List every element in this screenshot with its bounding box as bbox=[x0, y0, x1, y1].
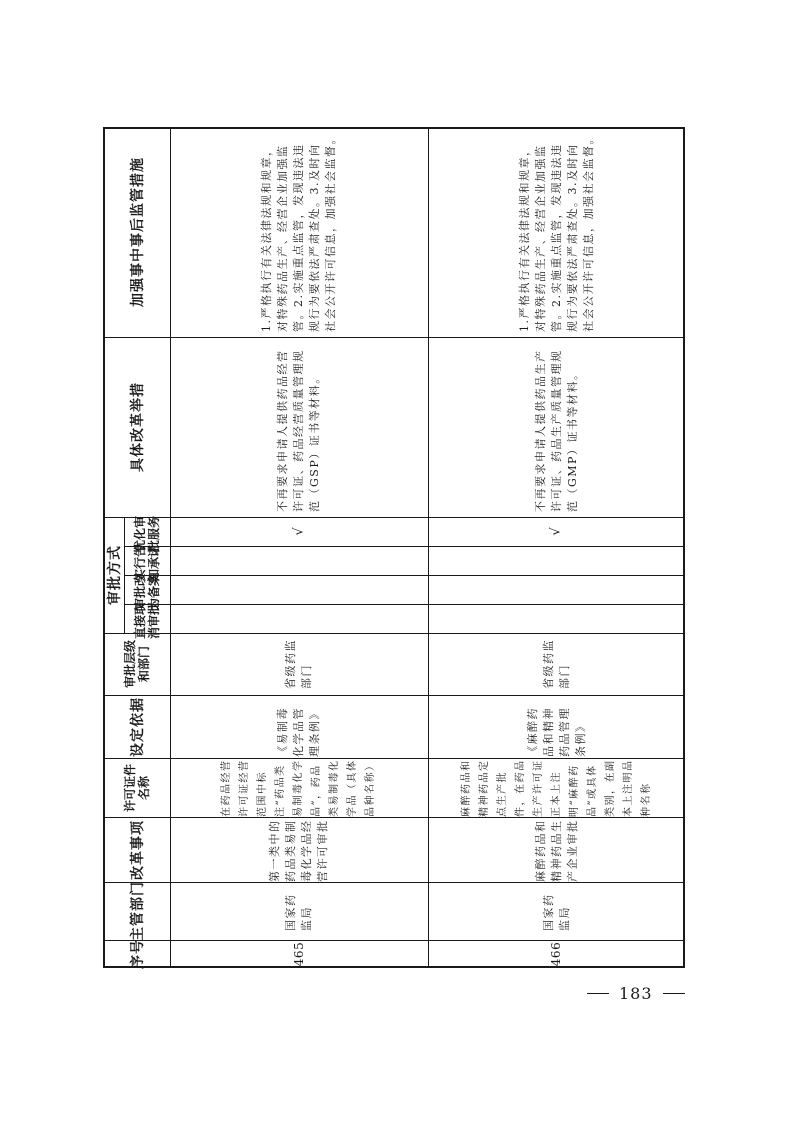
row-466-method-filing bbox=[428, 575, 685, 604]
header-supervision: 加强事中事后监管措施 bbox=[129, 157, 146, 307]
row-465-seq: 465 bbox=[292, 941, 306, 967]
dash-left bbox=[587, 993, 609, 994]
row-465-level: 省级药监部门 bbox=[284, 639, 313, 689]
row-466-basis: 《麻醉药品和精神药品管理条例》 bbox=[525, 706, 587, 757]
header-method-filing: 审批改为备案 bbox=[133, 573, 161, 610]
row-465-measures: 不再要求申请人提供药品经营许可证、药品经营质量管理规范（GSP）证书等材料。 bbox=[276, 349, 321, 512]
row-466-level: 省级药监部门 bbox=[541, 639, 571, 689]
row-465-basis: 《易制毒化学品管理条例》 bbox=[276, 706, 321, 757]
page-number bbox=[587, 984, 685, 1003]
row-466-method-optimize: √ bbox=[548, 527, 564, 536]
row-466-dept: 国家药监局 bbox=[541, 893, 571, 931]
row-465-dept: 国家药监局 bbox=[284, 893, 313, 931]
header-measures: 具体改革举措 bbox=[129, 382, 146, 472]
row-465-license: 在药品经营许可证经营范围中标注“药品类易制毒化学品”，药品类易制毒化学品（具体品种名称） bbox=[221, 759, 376, 817]
row-466-seq: 466 bbox=[549, 941, 564, 967]
row-465-method-optimize: √ bbox=[291, 527, 307, 536]
row-465-method-filing bbox=[170, 575, 428, 604]
header-license: 许可证件名称 bbox=[122, 763, 151, 812]
header-method-group: 审批方式 bbox=[106, 545, 123, 605]
row-466-supervision: 1.严格执行有关法律法规和规章，对特殊药品生产、经营企业加强监管。2.实施重点监管，发现违法违规行为要依法严肃查处。3.及时向社会公开许可信息，加强社会监督。 bbox=[517, 132, 595, 332]
header-level: 审批层级和部门 bbox=[122, 640, 151, 689]
header-method-notify: 实行告知承诺 bbox=[133, 544, 161, 581]
row-465-method-cancel bbox=[170, 604, 428, 633]
header-dept: 主管部门 bbox=[129, 881, 146, 941]
row-466-item: 麻醉药品和精神药品生产企业审批 bbox=[533, 819, 579, 882]
header-method-cancel: 直接取消审批 bbox=[133, 602, 161, 639]
page-number-text: 183 bbox=[619, 984, 653, 1003]
header-item: 改革事项 bbox=[129, 819, 146, 880]
row-466-method-cancel bbox=[428, 604, 685, 633]
row-466-measures: 不再要求申请人提供药品生产许可证、药品生产质量管理规范（GMP）证书等材料。 bbox=[533, 349, 579, 512]
row-466-method-notify bbox=[428, 546, 685, 575]
row-466-license: 麻醉药品和精神药品定点生产批件，在药品生产许可证正本上注明“麻醉药品”或具体类别，在副本上注明品种名称 bbox=[460, 759, 652, 817]
header-seq: 序号 bbox=[129, 939, 146, 969]
header-basis: 设定依据 bbox=[129, 696, 146, 757]
row-465-method-notify bbox=[170, 546, 428, 575]
dash-right bbox=[663, 993, 685, 994]
header-method-optimize: 优化审批服务 bbox=[133, 515, 161, 552]
row-465-item: 第一类中的药品类易制毒化学品经营许可审批 bbox=[268, 819, 329, 882]
row-465-supervision: 1.严格执行有关法律法规和规章，对特殊药品生产、经营企业加强监管。2.实施重点监管，发现违法违规行为要依法严肃查处。3.及时向社会公开许可信息，加强社会监督。 bbox=[260, 132, 337, 332]
